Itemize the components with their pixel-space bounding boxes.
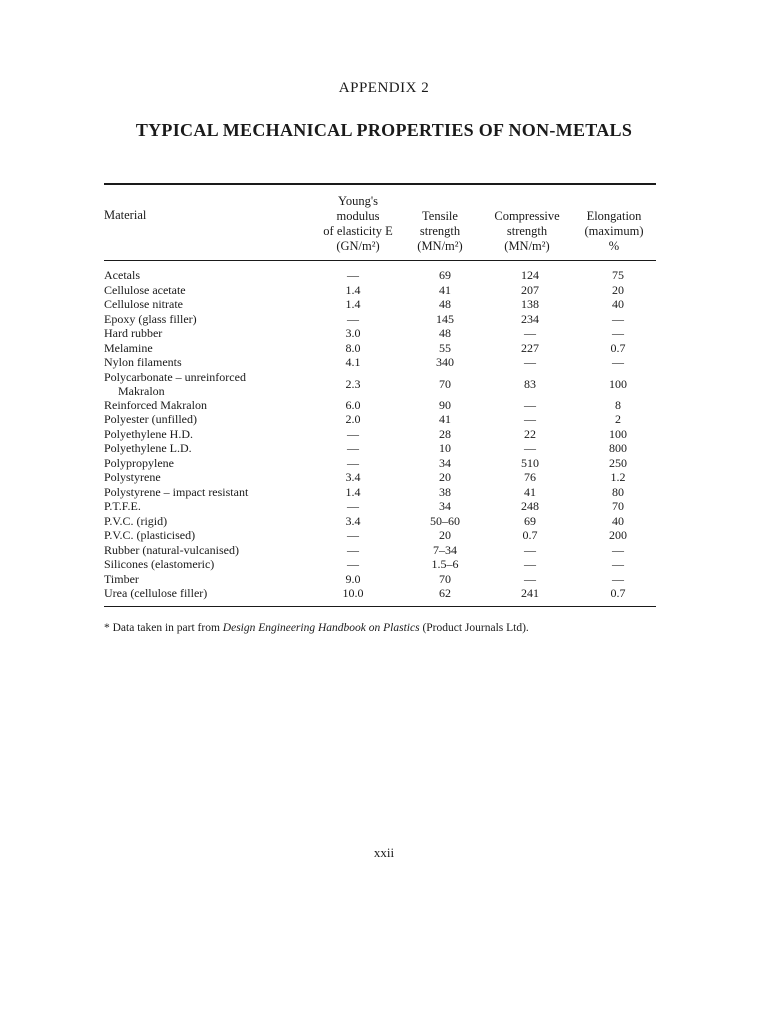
cell-compressive-strength: 76 [524, 470, 536, 484]
header-line: of elasticity E [323, 224, 393, 238]
table-row [0, 528, 768, 543]
cell-elongation: 250 [609, 455, 627, 470]
cell-tensile-strength: 34 [439, 499, 451, 513]
cell-youngs-modulus: — [347, 311, 359, 326]
cell-elongation: — [612, 311, 624, 326]
cell-compressive-strength: 227 [521, 340, 539, 355]
material-name: Polystyrene [104, 470, 161, 484]
cell-material [104, 499, 141, 514]
table-body [0, 268, 768, 601]
cell-tensile-strength: 28 [439, 426, 451, 441]
material-name: Polystyrene – impact resistant [104, 484, 249, 499]
material-name: Polycarbonate – unreinforced [104, 369, 246, 384]
cell-compressive-strength: 22 [524, 426, 536, 441]
header-compressive-strength [484, 209, 570, 254]
header-line: (GN/m²) [336, 239, 380, 253]
material-name: Hard rubber [104, 326, 163, 340]
cell-tensile-strength: 38 [439, 484, 451, 499]
cell-compressive-strength: 124 [521, 268, 539, 282]
cell-elongation: 100 [609, 426, 627, 441]
cell-elongation: 0.7 [610, 340, 626, 355]
cell-tensile-strength: 48 [439, 326, 451, 340]
material-name: Polyethylene L.D. [104, 441, 192, 455]
material-name: Epoxy (glass filler) [104, 311, 197, 326]
cell-material [104, 326, 162, 341]
cell-compressive-strength: — [524, 355, 536, 369]
cell-tensile-strength: 50–60 [430, 513, 460, 528]
cell-compressive-strength: 207 [521, 282, 539, 297]
table-row [0, 456, 768, 471]
header-line: % [608, 239, 620, 253]
page-title: TYPICAL MECHANICAL PROPERTIES OF NON-METALS [135, 120, 633, 140]
cell-material [104, 355, 182, 370]
cell-tensile-strength: 90 [439, 397, 451, 412]
header-line: Tensile [422, 209, 458, 223]
cell-compressive-strength: 138 [521, 297, 539, 311]
cell-tensile-strength: 55 [439, 340, 451, 355]
cell-material [104, 586, 207, 601]
cell-material [104, 283, 186, 298]
cell-youngs-modulus: — [347, 557, 359, 571]
table-row [0, 341, 768, 356]
cell-compressive-strength: — [524, 326, 536, 340]
cell-youngs-modulus: 8.0 [345, 340, 361, 355]
cell-material [104, 543, 239, 558]
cell-youngs-modulus: 6.0 [345, 397, 361, 412]
cell-youngs-modulus: 1.4 [345, 282, 361, 297]
cell-elongation: — [612, 557, 624, 571]
cell-tensile-strength: 340 [436, 355, 454, 369]
cell-youngs-modulus: 2.3 [345, 376, 361, 391]
cell-material [104, 557, 214, 572]
header-line: Elongation [586, 209, 642, 223]
material-name: Melamine [104, 340, 153, 355]
cell-youngs-modulus: — [347, 441, 359, 455]
cell-material [104, 485, 248, 500]
table-row [0, 499, 768, 514]
cell-youngs-modulus: — [347, 455, 359, 470]
cell-youngs-modulus: 1.4 [345, 484, 361, 499]
cell-material [104, 528, 195, 543]
table-row [0, 312, 768, 327]
cell-youngs-modulus: 10.0 [342, 586, 364, 600]
cell-youngs-modulus: — [347, 268, 359, 282]
table-bottom-rule [104, 606, 656, 607]
table-top-rule [104, 183, 656, 185]
footnote [104, 622, 664, 634]
cell-compressive-strength: — [524, 557, 536, 571]
cell-material [104, 297, 183, 312]
table-row [0, 268, 768, 283]
material-name: Cellulose acetate [104, 282, 186, 297]
cell-elongation: 200 [609, 528, 627, 542]
cell-material [104, 398, 207, 413]
table-row [0, 543, 768, 558]
cell-youngs-modulus: 9.0 [345, 571, 361, 586]
header-tensile-strength [400, 209, 480, 254]
cell-elongation: 8 [615, 397, 621, 412]
cell-compressive-strength: 83 [524, 376, 536, 391]
appendix-label: APPENDIX 2 [338, 80, 430, 96]
cell-compressive-strength: 248 [521, 499, 539, 513]
cell-material [104, 268, 140, 283]
table-row [0, 485, 768, 500]
header-line: Young's [338, 194, 378, 208]
cell-youngs-modulus: — [347, 528, 359, 542]
cell-elongation: — [612, 355, 624, 369]
cell-elongation: — [612, 326, 624, 340]
material-name: P.V.C. (rigid) [104, 513, 168, 528]
cell-youngs-modulus: 1.4 [345, 297, 361, 311]
cell-compressive-strength: — [524, 441, 536, 455]
cell-tensile-strength: 7–34 [433, 542, 457, 557]
cell-elongation: 800 [609, 441, 627, 455]
material-name-continued: Makralon [118, 384, 165, 398]
header-line: strength [419, 224, 461, 238]
cell-youngs-modulus: — [347, 426, 359, 441]
cell-elongation: 75 [612, 268, 624, 282]
cell-tensile-strength: 41 [439, 412, 451, 426]
cell-elongation: 100 [609, 376, 627, 391]
material-name: Reinforced Makralon [104, 397, 207, 412]
cell-tensile-strength: 10 [439, 441, 451, 455]
cell-youngs-modulus: 3.4 [345, 513, 361, 528]
material-name: Nylon filaments [104, 355, 182, 369]
cell-material [104, 572, 139, 587]
page-number: xxii [373, 845, 395, 860]
table-row [0, 572, 768, 587]
cell-elongation: 40 [612, 513, 624, 528]
cell-elongation: 1.2 [610, 470, 626, 484]
material-name: Polyester (unfilled) [104, 412, 197, 426]
footnote-prefix: * Data taken in part from [104, 622, 223, 634]
cell-tensile-strength: 20 [439, 528, 451, 542]
table-row [0, 412, 768, 427]
cell-material [104, 470, 161, 485]
table-row [0, 557, 768, 572]
cell-material [104, 412, 197, 427]
cell-compressive-strength: — [524, 412, 536, 426]
cell-elongation: 2 [615, 412, 621, 426]
cell-material [104, 441, 192, 456]
table-row [0, 370, 768, 398]
cell-material [104, 456, 174, 471]
header-material: Material [104, 208, 147, 222]
table-row [0, 441, 768, 456]
cell-tensile-strength: 70 [439, 571, 451, 586]
cell-material [104, 514, 167, 529]
cell-compressive-strength: 0.7 [522, 528, 538, 542]
cell-compressive-strength: 234 [521, 311, 539, 326]
header-youngs-modulus [313, 194, 403, 254]
cell-tensile-strength: 41 [439, 282, 451, 297]
cell-tensile-strength: 62 [439, 586, 451, 600]
cell-elongation: 70 [612, 499, 624, 513]
table-row [0, 427, 768, 442]
cell-compressive-strength: 510 [521, 455, 539, 470]
cell-tensile-strength: 69 [439, 268, 451, 282]
cell-youngs-modulus: — [347, 499, 359, 513]
cell-material [104, 312, 197, 327]
table-row [0, 355, 768, 370]
header-line: modulus [336, 209, 380, 223]
cell-compressive-strength: 41 [524, 484, 536, 499]
cell-elongation: — [612, 571, 624, 586]
cell-elongation: 80 [612, 484, 624, 499]
cell-tensile-strength: 20 [439, 470, 451, 484]
cell-elongation: 0.7 [610, 586, 626, 600]
material-name: Urea (cellulose filler) [104, 586, 208, 600]
material-name: Polyethylene H.D. [104, 426, 193, 441]
header-line: (MN/m²) [417, 239, 463, 253]
table-row [0, 326, 768, 341]
cell-compressive-strength: — [524, 571, 536, 586]
header-line: Compressive [494, 209, 560, 223]
material-name: Polypropylene [104, 455, 174, 470]
table-row [0, 470, 768, 485]
header-line: (MN/m²) [504, 239, 550, 253]
cell-compressive-strength: — [524, 542, 536, 557]
footnote-source-title: Design Engineering Handbook on Plastics [222, 622, 420, 634]
cell-compressive-strength: 241 [521, 586, 539, 600]
material-name: Acetals [104, 268, 140, 282]
material-name: Timber [104, 571, 139, 586]
cell-tensile-strength: 1.5–6 [431, 557, 459, 571]
material-name: Silicones (elastomeric) [104, 557, 215, 571]
cell-youngs-modulus: 4.1 [345, 355, 361, 369]
cell-tensile-strength: 145 [436, 311, 454, 326]
table-row [0, 283, 768, 298]
cell-material [104, 427, 193, 442]
cell-compressive-strength: — [524, 397, 536, 412]
material-name: P.T.F.E. [104, 499, 141, 513]
cell-tensile-strength: 48 [439, 297, 451, 311]
cell-elongation: 40 [612, 297, 624, 311]
cell-tensile-strength: 34 [439, 455, 451, 470]
material-name: Rubber (natural-vulcanised) [104, 542, 239, 557]
cell-tensile-strength: 70 [439, 376, 451, 391]
header-elongation [570, 209, 658, 254]
cell-youngs-modulus: — [347, 542, 359, 557]
table-row [0, 514, 768, 529]
material-name: Cellulose nitrate [104, 297, 183, 311]
cell-elongation: 20 [612, 282, 624, 297]
table-row [0, 586, 768, 601]
table-row [0, 297, 768, 312]
cell-elongation: — [612, 542, 624, 557]
cell-youngs-modulus: 3.4 [345, 470, 361, 484]
table-header-rule [104, 260, 656, 261]
header-line: strength [506, 224, 548, 238]
cell-material [104, 341, 153, 356]
cell-compressive-strength: 69 [524, 513, 536, 528]
cell-material [104, 370, 246, 399]
cell-youngs-modulus: 3.0 [345, 326, 361, 340]
header-line: (maximum) [584, 224, 644, 238]
cell-youngs-modulus: 2.0 [345, 412, 361, 426]
table-row [0, 398, 768, 413]
footnote-suffix: (Product Journals Ltd). [419, 622, 529, 634]
material-name: P.V.C. (plasticised) [104, 528, 196, 542]
